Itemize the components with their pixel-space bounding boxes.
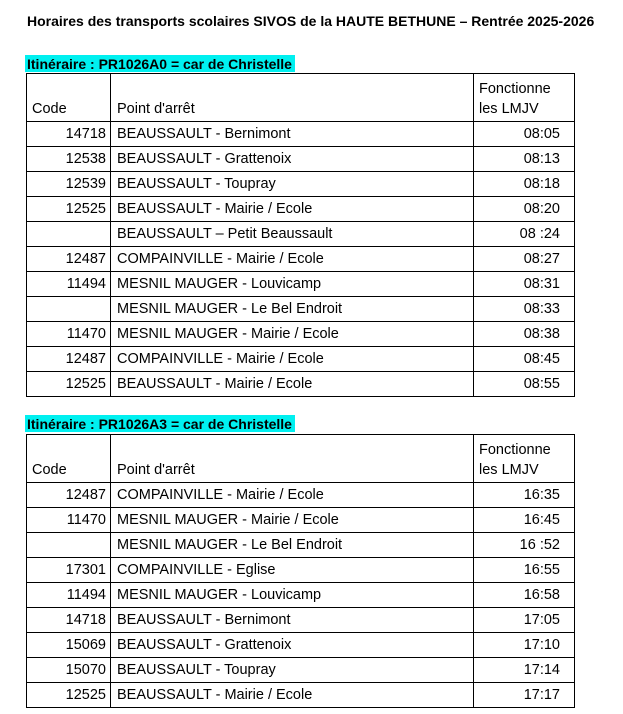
stop-name: MESNIL MAUGER - Le Bel Endroit <box>111 533 474 558</box>
stop-name: MESNIL MAUGER - Le Bel Endroit <box>111 297 474 322</box>
stop-name: COMPAINVILLE - Mairie / Ecole <box>111 247 474 272</box>
stop-name: MESNIL MAUGER - Louvicamp <box>111 272 474 297</box>
stop-name: MESNIL MAUGER - Louvicamp <box>111 583 474 608</box>
stop-time: 08:38 <box>474 322 575 347</box>
table-row <box>27 197 575 222</box>
stop-name: MESNIL MAUGER - Mairie / Ecole <box>111 322 474 347</box>
stop-time: 16 :52 <box>474 533 575 558</box>
stop-name: BEAUSSAULT – Petit Beaussault <box>111 222 474 247</box>
stop-code: 11494 <box>27 272 111 297</box>
table-row <box>27 558 575 583</box>
stop-code: 11470 <box>27 322 111 347</box>
table-row <box>27 172 575 197</box>
stop-name: BEAUSSAULT - Toupray <box>111 172 474 197</box>
table-row <box>27 658 575 683</box>
table-row <box>27 297 575 322</box>
table-row <box>27 533 575 558</box>
stop-name: BEAUSSAULT - Mairie / Ecole <box>111 197 474 222</box>
stop-time: 17:14 <box>474 658 575 683</box>
stop-name: COMPAINVILLE - Mairie / Ecole <box>111 483 474 508</box>
table-row <box>27 122 575 147</box>
stop-code: 12487 <box>27 247 111 272</box>
table-row <box>27 222 575 247</box>
header-days-line1: Fonctionne <box>479 442 551 458</box>
table-row <box>27 608 575 633</box>
page-title: Horaires des transports scolaires SIVOS de la HAUTE BETHUNE – Rentrée 2025-2026 <box>27 13 595 29</box>
header-days-line2: les LMJV <box>479 462 539 478</box>
itinerary-label: Itinéraire : PR1026A0 = car de Christelle <box>25 55 295 72</box>
table-row <box>27 347 575 372</box>
header-stop: Point d'arrêt <box>111 74 474 122</box>
schedule-table <box>26 73 575 397</box>
header-days-line1: Fonctionne <box>479 81 551 97</box>
stop-time: 16:35 <box>474 483 575 508</box>
stop-time: 08:45 <box>474 347 575 372</box>
stop-time: 08:27 <box>474 247 575 272</box>
stop-code: 12487 <box>27 347 111 372</box>
stop-name: MESNIL MAUGER - Mairie / Ecole <box>111 508 474 533</box>
stop-name: BEAUSSAULT - Mairie / Ecole <box>111 683 474 708</box>
stop-code: 11494 <box>27 583 111 608</box>
stop-name: COMPAINVILLE - Mairie / Ecole <box>111 347 474 372</box>
table-row <box>27 247 575 272</box>
header-code: Code <box>27 74 111 122</box>
stop-time: 08:33 <box>474 297 575 322</box>
stop-name: BEAUSSAULT - Bernimont <box>111 122 474 147</box>
header-stop: Point d'arrêt <box>111 435 474 483</box>
stop-name: BEAUSSAULT - Grattenoix <box>111 633 474 658</box>
stop-name: BEAUSSAULT - Bernimont <box>111 608 474 633</box>
stop-code: 12525 <box>27 372 111 397</box>
table-row <box>27 583 575 608</box>
stop-code: 12525 <box>27 197 111 222</box>
stop-code: 12525 <box>27 683 111 708</box>
table-row <box>27 272 575 297</box>
stop-name: BEAUSSAULT - Toupray <box>111 658 474 683</box>
stop-time: 17:10 <box>474 633 575 658</box>
stop-time: 08:05 <box>474 122 575 147</box>
stop-code: 15070 <box>27 658 111 683</box>
stop-code: 11470 <box>27 508 111 533</box>
header-days <box>474 435 575 483</box>
table-row <box>27 372 575 397</box>
table-row <box>27 683 575 708</box>
stop-name: BEAUSSAULT - Grattenoix <box>111 147 474 172</box>
table-row <box>27 322 575 347</box>
stop-time: 17:05 <box>474 608 575 633</box>
table-row <box>27 483 575 508</box>
stop-time: 08 :24 <box>474 222 575 247</box>
stop-time: 08:31 <box>474 272 575 297</box>
stop-code: 14718 <box>27 122 111 147</box>
table-row <box>27 147 575 172</box>
itinerary-label: Itinéraire : PR1026A3 = car de Christelle <box>25 415 295 432</box>
stop-name: COMPAINVILLE - Eglise <box>111 558 474 583</box>
header-code: Code <box>27 435 111 483</box>
table-header-row <box>27 435 575 483</box>
header-days <box>474 74 575 122</box>
schedule-table <box>26 434 575 708</box>
stop-code <box>27 297 111 322</box>
table-row <box>27 633 575 658</box>
stop-time: 08:18 <box>474 172 575 197</box>
stop-code <box>27 222 111 247</box>
stop-code: 15069 <box>27 633 111 658</box>
stop-code: 12539 <box>27 172 111 197</box>
stop-time: 08:13 <box>474 147 575 172</box>
stop-time: 08:55 <box>474 372 575 397</box>
stop-time: 16:58 <box>474 583 575 608</box>
stop-code <box>27 533 111 558</box>
header-days-line2: les LMJV <box>479 101 539 117</box>
stop-code: 17301 <box>27 558 111 583</box>
table-row <box>27 508 575 533</box>
stop-code: 12487 <box>27 483 111 508</box>
stop-time: 16:45 <box>474 508 575 533</box>
stop-code: 12538 <box>27 147 111 172</box>
stop-name: BEAUSSAULT - Mairie / Ecole <box>111 372 474 397</box>
stop-code: 14718 <box>27 608 111 633</box>
table-header-row <box>27 74 575 122</box>
stop-time: 16:55 <box>474 558 575 583</box>
stop-time: 17:17 <box>474 683 575 708</box>
stop-time: 08:20 <box>474 197 575 222</box>
